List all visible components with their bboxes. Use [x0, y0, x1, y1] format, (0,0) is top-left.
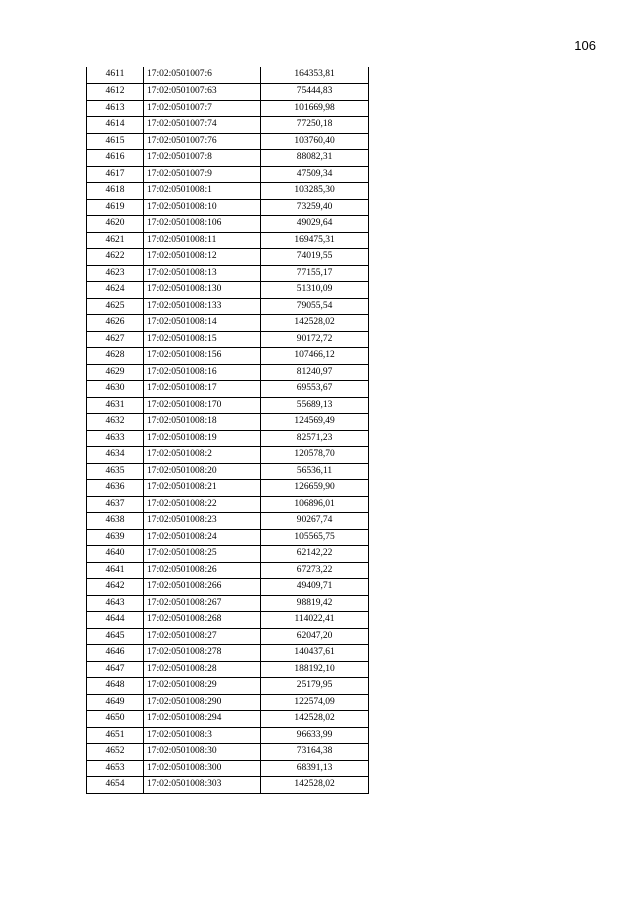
cadastral-value-cell: 62047,20 — [261, 628, 369, 645]
cadastral-number-cell: 17:02:0501008:303 — [144, 777, 261, 794]
row-number-cell: 4652 — [87, 744, 144, 761]
row-number-cell: 4625 — [87, 298, 144, 315]
cadastral-number-cell: 17:02:0501008:156 — [144, 348, 261, 365]
table-row — [87, 546, 369, 563]
cadastral-value-cell: 96633,99 — [261, 727, 369, 744]
table-row — [87, 678, 369, 695]
table-row — [87, 348, 369, 365]
cadastral-number-cell: 17:02:0501008:23 — [144, 513, 261, 530]
cadastral-number-cell: 17:02:0501008:290 — [144, 694, 261, 711]
cadastral-number-cell: 17:02:0501008:13 — [144, 265, 261, 282]
cadastral-value-cell: 142528,02 — [261, 777, 369, 794]
table-row — [87, 265, 369, 282]
cadastral-value-cell: 55689,13 — [261, 397, 369, 414]
row-number-cell: 4653 — [87, 760, 144, 777]
cadastral-number-cell: 17:02:0501008:30 — [144, 744, 261, 761]
cadastral-number-cell: 17:02:0501008:19 — [144, 430, 261, 447]
row-number-cell: 4635 — [87, 463, 144, 480]
table-row — [87, 661, 369, 678]
cadastral-value-cell: 88082,31 — [261, 150, 369, 167]
cadastral-value-cell: 142528,02 — [261, 315, 369, 332]
table-row — [87, 100, 369, 117]
cadastral-number-cell: 17:02:0501008:20 — [144, 463, 261, 480]
table-row — [87, 612, 369, 629]
cadastral-value-cell: 101669,98 — [261, 100, 369, 117]
table-row — [87, 414, 369, 431]
cadastral-number-cell: 17:02:0501008:267 — [144, 595, 261, 612]
row-number-cell: 4637 — [87, 496, 144, 513]
cadastral-number-cell: 17:02:0501008:170 — [144, 397, 261, 414]
cadastral-number-cell: 17:02:0501008:133 — [144, 298, 261, 315]
table-row — [87, 315, 369, 332]
cadastral-value-cell: 107466,12 — [261, 348, 369, 365]
cadastral-number-cell: 17:02:0501007:6 — [144, 67, 261, 84]
row-number-cell: 4641 — [87, 562, 144, 579]
row-number-cell: 4651 — [87, 727, 144, 744]
cadastral-value-cell: 68391,13 — [261, 760, 369, 777]
cadastral-number-cell: 17:02:0501008:3 — [144, 727, 261, 744]
row-number-cell: 4633 — [87, 430, 144, 447]
table-row — [87, 628, 369, 645]
cadastral-value-table — [86, 67, 369, 794]
cadastral-value-cell: 81240,97 — [261, 364, 369, 381]
cadastral-number-cell: 17:02:0501008:10 — [144, 199, 261, 216]
cadastral-number-cell: 17:02:0501007:76 — [144, 133, 261, 150]
cadastral-number-cell: 17:02:0501008:21 — [144, 480, 261, 497]
table-row — [87, 397, 369, 414]
table-row — [87, 694, 369, 711]
row-number-cell: 4631 — [87, 397, 144, 414]
table-row — [87, 579, 369, 596]
row-number-cell: 4654 — [87, 777, 144, 794]
cadastral-value-cell: 98819,42 — [261, 595, 369, 612]
table-row — [87, 117, 369, 134]
cadastral-value-cell: 106896,01 — [261, 496, 369, 513]
cadastral-value-cell: 73164,38 — [261, 744, 369, 761]
row-number-cell: 4624 — [87, 282, 144, 299]
row-number-cell: 4639 — [87, 529, 144, 546]
table-row — [87, 727, 369, 744]
cadastral-value-cell: 140437,61 — [261, 645, 369, 662]
cadastral-value-cell: 103285,30 — [261, 183, 369, 200]
row-number-cell: 4629 — [87, 364, 144, 381]
cadastral-value-cell: 67273,22 — [261, 562, 369, 579]
row-number-cell: 4616 — [87, 150, 144, 167]
table-body — [87, 67, 369, 793]
row-number-cell: 4628 — [87, 348, 144, 365]
table-row — [87, 645, 369, 662]
cadastral-value-cell: 82571,23 — [261, 430, 369, 447]
cadastral-value-cell: 114022,41 — [261, 612, 369, 629]
cadastral-value-cell: 122574,09 — [261, 694, 369, 711]
cadastral-number-cell: 17:02:0501008:27 — [144, 628, 261, 645]
table-row — [87, 447, 369, 464]
table-row — [87, 216, 369, 233]
cadastral-value-cell: 79055,54 — [261, 298, 369, 315]
table-row — [87, 183, 369, 200]
row-number-cell: 4617 — [87, 166, 144, 183]
row-number-cell: 4623 — [87, 265, 144, 282]
row-number-cell: 4644 — [87, 612, 144, 629]
row-number-cell: 4649 — [87, 694, 144, 711]
cadastral-value-cell: 103760,40 — [261, 133, 369, 150]
cadastral-number-cell: 17:02:0501008:24 — [144, 529, 261, 546]
table-row — [87, 331, 369, 348]
cadastral-number-cell: 17:02:0501008:25 — [144, 546, 261, 563]
cadastral-number-cell: 17:02:0501008:18 — [144, 414, 261, 431]
cadastral-value-cell: 49409,71 — [261, 579, 369, 596]
cadastral-value-cell: 69553,67 — [261, 381, 369, 398]
row-number-cell: 4648 — [87, 678, 144, 695]
cadastral-number-cell: 17:02:0501007:9 — [144, 166, 261, 183]
cadastral-number-cell: 17:02:0501008:278 — [144, 645, 261, 662]
cadastral-value-cell: 142528,02 — [261, 711, 369, 728]
cadastral-number-cell: 17:02:0501008:28 — [144, 661, 261, 678]
table-row — [87, 513, 369, 530]
row-number-cell: 4640 — [87, 546, 144, 563]
cadastral-number-cell: 17:02:0501008:29 — [144, 678, 261, 695]
cadastral-number-cell: 17:02:0501008:15 — [144, 331, 261, 348]
cadastral-number-cell: 17:02:0501007:8 — [144, 150, 261, 167]
cadastral-value-cell: 188192,10 — [261, 661, 369, 678]
row-number-cell: 4619 — [87, 199, 144, 216]
cadastral-value-cell: 105565,75 — [261, 529, 369, 546]
table-row — [87, 529, 369, 546]
cadastral-number-cell: 17:02:0501008:266 — [144, 579, 261, 596]
table-row — [87, 744, 369, 761]
cadastral-number-cell: 17:02:0501008:17 — [144, 381, 261, 398]
table-row — [87, 760, 369, 777]
table-row — [87, 67, 369, 84]
cadastral-value-cell: 77250,18 — [261, 117, 369, 134]
cadastral-number-cell: 17:02:0501007:63 — [144, 84, 261, 101]
cadastral-value-cell: 90172,72 — [261, 331, 369, 348]
table-row — [87, 496, 369, 513]
table-row — [87, 166, 369, 183]
cadastral-value-cell: 75444,83 — [261, 84, 369, 101]
cadastral-value-cell: 47509,34 — [261, 166, 369, 183]
cadastral-value-cell: 25179,95 — [261, 678, 369, 695]
row-number-cell: 4636 — [87, 480, 144, 497]
row-number-cell: 4621 — [87, 232, 144, 249]
cadastral-number-cell: 17:02:0501007:74 — [144, 117, 261, 134]
table-row — [87, 430, 369, 447]
cadastral-value-cell: 126659,90 — [261, 480, 369, 497]
cadastral-value-cell: 164353,81 — [261, 67, 369, 84]
row-number-cell: 4645 — [87, 628, 144, 645]
table-row — [87, 480, 369, 497]
cadastral-number-cell: 17:02:0501008:294 — [144, 711, 261, 728]
cadastral-number-cell: 17:02:0501008:22 — [144, 496, 261, 513]
row-number-cell: 4630 — [87, 381, 144, 398]
cadastral-value-cell: 77155,17 — [261, 265, 369, 282]
cadastral-number-cell: 17:02:0501008:130 — [144, 282, 261, 299]
table-row — [87, 84, 369, 101]
table-row — [87, 298, 369, 315]
cadastral-value-cell: 124569,49 — [261, 414, 369, 431]
cadastral-number-cell: 17:02:0501008:26 — [144, 562, 261, 579]
cadastral-number-cell: 17:02:0501008:106 — [144, 216, 261, 233]
cadastral-value-cell: 51310,09 — [261, 282, 369, 299]
cadastral-value-cell: 73259,40 — [261, 199, 369, 216]
table-row — [87, 199, 369, 216]
table-row — [87, 282, 369, 299]
page-number: 106 — [574, 38, 596, 53]
cadastral-value-cell: 74019,55 — [261, 249, 369, 266]
row-number-cell: 4650 — [87, 711, 144, 728]
cadastral-number-cell: 17:02:0501007:7 — [144, 100, 261, 117]
row-number-cell: 4627 — [87, 331, 144, 348]
table-row — [87, 562, 369, 579]
cadastral-value-cell: 120578,70 — [261, 447, 369, 464]
cadastral-value-cell: 56536,11 — [261, 463, 369, 480]
table-row — [87, 463, 369, 480]
cadastral-value-cell: 169475,31 — [261, 232, 369, 249]
row-number-cell: 4613 — [87, 100, 144, 117]
row-number-cell: 4634 — [87, 447, 144, 464]
row-number-cell: 4615 — [87, 133, 144, 150]
table-row — [87, 232, 369, 249]
cadastral-number-cell: 17:02:0501008:14 — [144, 315, 261, 332]
row-number-cell: 4638 — [87, 513, 144, 530]
row-number-cell: 4620 — [87, 216, 144, 233]
table-row — [87, 249, 369, 266]
row-number-cell: 4614 — [87, 117, 144, 134]
cadastral-number-cell: 17:02:0501008:268 — [144, 612, 261, 629]
cadastral-number-cell: 17:02:0501008:1 — [144, 183, 261, 200]
table-row — [87, 364, 369, 381]
cadastral-number-cell: 17:02:0501008:16 — [144, 364, 261, 381]
cadastral-value-cell: 62142,22 — [261, 546, 369, 563]
table-row — [87, 150, 369, 167]
cadastral-value-cell: 49029,64 — [261, 216, 369, 233]
row-number-cell: 4643 — [87, 595, 144, 612]
cadastral-number-cell: 17:02:0501008:11 — [144, 232, 261, 249]
row-number-cell: 4642 — [87, 579, 144, 596]
cadastral-number-cell: 17:02:0501008:12 — [144, 249, 261, 266]
row-number-cell: 4611 — [87, 67, 144, 84]
row-number-cell: 4632 — [87, 414, 144, 431]
table-row — [87, 381, 369, 398]
table-row — [87, 133, 369, 150]
cadastral-number-cell: 17:02:0501008:2 — [144, 447, 261, 464]
row-number-cell: 4647 — [87, 661, 144, 678]
table-row — [87, 777, 369, 794]
row-number-cell: 4646 — [87, 645, 144, 662]
table-row — [87, 595, 369, 612]
row-number-cell: 4626 — [87, 315, 144, 332]
table-row — [87, 711, 369, 728]
cadastral-value-cell: 90267,74 — [261, 513, 369, 530]
row-number-cell: 4612 — [87, 84, 144, 101]
row-number-cell: 4618 — [87, 183, 144, 200]
row-number-cell: 4622 — [87, 249, 144, 266]
cadastral-number-cell: 17:02:0501008:300 — [144, 760, 261, 777]
